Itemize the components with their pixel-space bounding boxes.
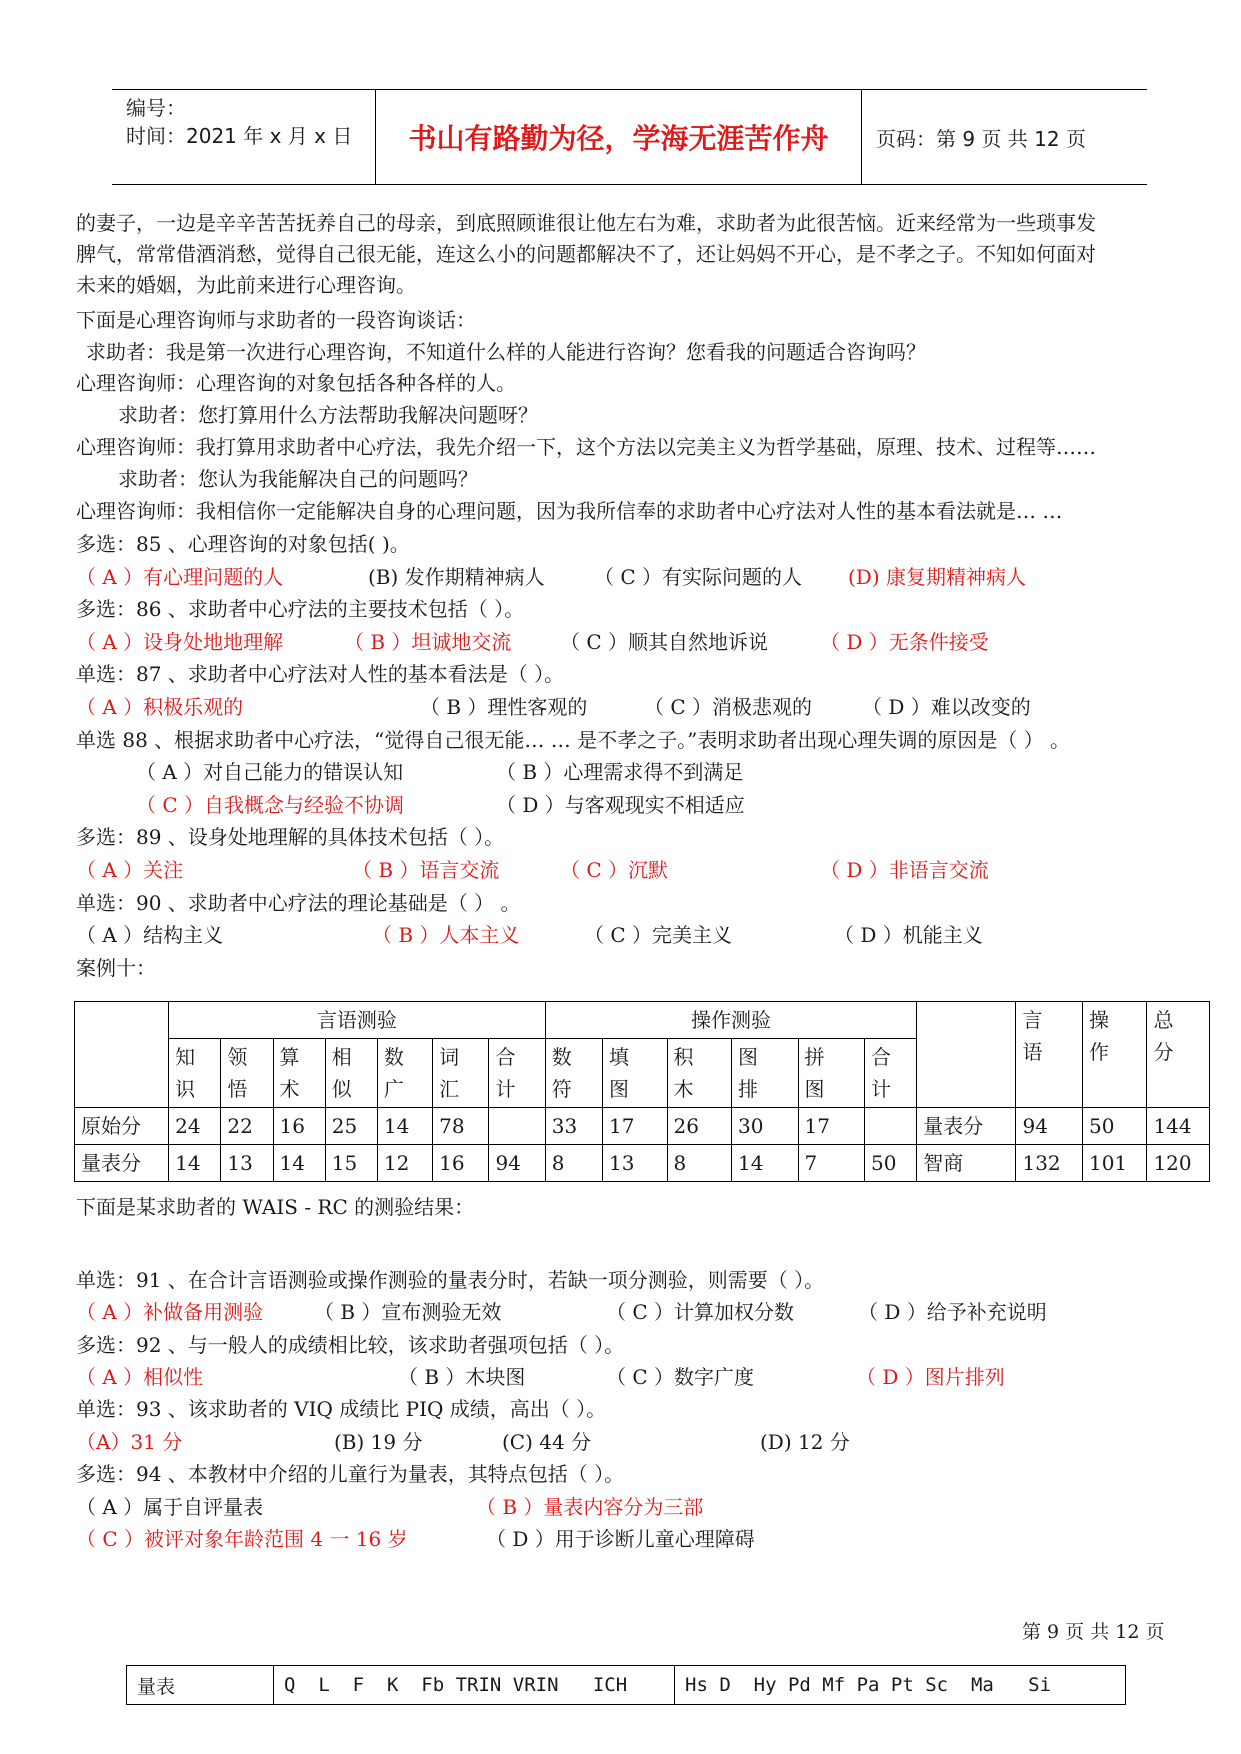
table-cell: 30 (731, 1108, 798, 1145)
option-88c: （ C ）自我概念与经验不协调 (136, 793, 405, 817)
table-blank-header (917, 1002, 1016, 1108)
dialogue-line: 心理咨询师：我打算用求助者中心疗法，我先介绍一下，这个方法以完美主义为哲学基础，原理、技术、过程等…… (76, 435, 1096, 459)
subtest-header: 积 木 (667, 1039, 731, 1108)
table-cell: 78 (433, 1108, 489, 1145)
table-cell: 17 (603, 1108, 667, 1145)
dialogue-intro: 下面是心理咨询师与求助者的一段咨询谈话： (76, 308, 476, 332)
footer-page-number: 第 9 页 共 12 页 (1022, 1621, 1165, 1643)
table-cell (489, 1108, 545, 1145)
option-87a: （ A ）积极乐观的 (76, 695, 244, 719)
option-89d: （ D ）非语言交流 (820, 858, 989, 882)
question-86: 多选：86 、求助者中心疗法的主要技术包括（ ）。 (76, 597, 525, 621)
table-cell: 17 (798, 1108, 865, 1145)
subtest-header: 数 符 (545, 1039, 602, 1108)
subtest-header: 拼 图 (798, 1039, 865, 1108)
question-90: 单选：90 、求助者中心疗法的理论基础是（ ） 。 (76, 891, 521, 915)
table-cell: 94 (1016, 1108, 1083, 1145)
table-cell: 14 (169, 1145, 221, 1182)
paragraph-line: 未来的婚姻，为此前来进行心理咨询。 (76, 273, 416, 297)
dialogue-line: 求助者：我是第一次进行心理咨询，不知道什么样的人能进行咨询？您看我的问题适合咨询吗？ (86, 340, 926, 364)
table-cell: 33 (545, 1108, 602, 1145)
paragraph-line: 脾气，常常借酒消愁，觉得自己很无能，连这么小的问题都解决不了，还让妈妈不开心，是不孝之子。不知如何面对 (76, 242, 1096, 266)
option-91a: （ A ）补做备用测验 (76, 1300, 264, 1324)
option-86d: （ D ）无条件接受 (820, 630, 989, 654)
option-92b: （ B ）木块图 (398, 1365, 526, 1389)
option-85c: （ C ）有实际问题的人 (594, 565, 803, 589)
table-cell: 120 (1147, 1145, 1210, 1182)
row-label: 原始分 (75, 1108, 169, 1145)
case-label: 案例十： (76, 956, 156, 980)
option-86a: （ A ）设身处地地理解 (76, 630, 284, 654)
option-93d: (D) 12 分 (760, 1430, 850, 1454)
doc-number-label: 编号： (126, 96, 186, 120)
option-92a: （ A ）相似性 (76, 1365, 204, 1389)
option-93b: (B) 19 分 (334, 1430, 423, 1454)
scale-codes-clinical: Hs D Hy Pd Mf Pa Pt Sc Ma Si (675, 1666, 1126, 1705)
table-cell: 132 (1016, 1145, 1083, 1182)
table-corner (75, 1002, 169, 1108)
table-cell: 14 (731, 1145, 798, 1182)
header-motto: 书山有路勤为径，学海无涯苦作舟 (376, 90, 862, 184)
wais-intro: 下面是某求助者的 WAIS - RC 的测验结果： (76, 1195, 475, 1219)
subtest-header: 数 广 (377, 1039, 432, 1108)
option-87c: （ C ）消极悲观的 (644, 695, 813, 719)
subtest-header: 图 排 (731, 1039, 798, 1108)
page-header (112, 89, 1147, 185)
table-cell: 13 (603, 1145, 667, 1182)
subtest-header: 相 似 (325, 1039, 377, 1108)
option-92d: （ D ）图片排列 (856, 1365, 1005, 1389)
option-86c: （ C ）顺其自然地诉说 (560, 630, 769, 654)
table-cell: 24 (169, 1108, 221, 1145)
table-cell: 13 (221, 1145, 273, 1182)
question-88: 单选 88 、根据求助者中心疗法，“觉得自己很无能… … 是不孝之子。”表明求助者出现心理失调的原因是（ ） 。 (76, 728, 1071, 752)
paragraph-line: 的妻子，一边是辛辛苦苦抚养自己的母亲，到底照顾谁很让他左右为难，求助者为此很苦恼。近来经常为一些琐事发 (76, 211, 1096, 235)
option-94d: （ D ）用于诊断儿童心理障碍 (486, 1527, 755, 1551)
subtest-header: 填 图 (603, 1039, 667, 1108)
table-cell: 14 (377, 1108, 432, 1145)
option-93a: （A）31 分 (76, 1430, 183, 1454)
option-90a: （ A ）结构主义 (76, 923, 224, 947)
subtest-header: 知 识 (169, 1039, 221, 1108)
table-cell: 26 (667, 1108, 731, 1145)
col-header: 言 语 (1016, 1002, 1083, 1108)
option-93c: (C) 44 分 (502, 1430, 592, 1454)
scale-label: 量表 (127, 1666, 274, 1705)
table-cell: 15 (325, 1145, 377, 1182)
option-94a: （ A ）属于自评量表 (76, 1495, 264, 1519)
table-cell (865, 1108, 917, 1145)
table-cell: 8 (545, 1145, 602, 1182)
option-88a: （ A ）对自己能力的错误认知 (136, 760, 404, 784)
option-87b: （ B ）理性客观的 (420, 695, 588, 719)
verbal-header: 言语测验 (169, 1002, 546, 1039)
question-94: 多选：94 、本教材中介绍的儿童行为量表，其特点包括（ ）。 (76, 1462, 625, 1486)
subtest-header: 词 汇 (433, 1039, 489, 1108)
table-cell: 7 (798, 1145, 865, 1182)
option-85b: (B) 发作期精神病人 (368, 565, 545, 589)
option-92c: （ C ）数字广度 (606, 1365, 755, 1389)
option-90b: （ B ）人本主义 (372, 923, 520, 947)
option-85a: （ A ）有心理问题的人 (76, 565, 284, 589)
table-row-scaled (75, 1145, 1210, 1182)
table-cell: 25 (325, 1108, 377, 1145)
option-87d: （ D ）难以改变的 (862, 695, 1031, 719)
option-91c: （ C ）计算加权分数 (606, 1300, 795, 1324)
table-cell: 101 (1082, 1145, 1146, 1182)
option-89b: （ B ）语言交流 (352, 858, 500, 882)
table-cell: 16 (433, 1145, 489, 1182)
dialogue-line: 求助者：您认为我能解决自己的问题吗？ (118, 467, 478, 491)
option-85d: (D) 康复期精神病人 (848, 565, 1026, 589)
row-label: 量表分 (75, 1145, 169, 1182)
row-tag: 智商 (917, 1145, 1016, 1182)
table-cell: 22 (221, 1108, 273, 1145)
subtest-header: 合 计 (865, 1039, 917, 1108)
header-meta (112, 90, 376, 184)
question-87: 单选：87 、求助者中心疗法对人性的基本看法是（ ）。 (76, 662, 565, 686)
row-tag: 量表分 (917, 1108, 1016, 1145)
option-90d: （ D ）机能主义 (834, 923, 983, 947)
scale-table (126, 1665, 1126, 1705)
dialogue-line: 求助者：您打算用什么方法帮助我解决问题呀？ (118, 403, 538, 427)
table-cell: 144 (1147, 1108, 1210, 1145)
performance-header: 操作测验 (545, 1002, 916, 1039)
question-92: 多选：92 、与一般人的成绩相比较，该求助者强项包括（ ）。 (76, 1333, 625, 1357)
option-90c: （ C ）完美主义 (584, 923, 733, 947)
question-93: 单选：93 、该求助者的 VIQ 成绩比 PIQ 成绩，高出（ ）。 (76, 1397, 607, 1421)
option-89a: （ A ）关注 (76, 858, 184, 882)
table-cell: 50 (865, 1145, 917, 1182)
option-91d: （ D ）给予补充说明 (858, 1300, 1047, 1324)
question-85: 多选：85 、心理咨询的对象包括( )。 (76, 532, 410, 556)
question-91: 单选：91 、在合计言语测验或操作测验的量表分时，若缺一项分测验，则需要（ ）。 (76, 1268, 825, 1292)
subtest-header: 算 术 (273, 1039, 325, 1108)
col-header: 操 作 (1082, 1002, 1146, 1108)
header-page-label: 页码：第 9 页 共 12 页 (876, 126, 1086, 151)
table-cell: 8 (667, 1145, 731, 1182)
col-header: 总 分 (1147, 1002, 1210, 1108)
subtest-header: 合 计 (489, 1039, 545, 1108)
option-88d: （ D ）与客观现实不相适应 (496, 793, 745, 817)
table-cell: 14 (273, 1145, 325, 1182)
table-cell: 50 (1082, 1108, 1146, 1145)
wais-score-table (74, 1001, 1210, 1182)
option-91b: （ B ）宣布测验无效 (314, 1300, 502, 1324)
table-cell: 16 (273, 1108, 325, 1145)
subtest-header: 领 悟 (221, 1039, 273, 1108)
dialogue-line: 心理咨询师：我相信你一定能解决自身的心理问题，因为我所信奉的求助者中心疗法对人性的基本看法就是… … (76, 499, 1063, 523)
question-89: 多选：89 、设身处地理解的具体技术包括（ ）。 (76, 825, 505, 849)
doc-time-label: 时间：2021 年 x 月 x 日 (126, 124, 353, 148)
table-cell: 12 (377, 1145, 432, 1182)
option-94b: （ B ）量表内容分为三部 (476, 1495, 704, 1519)
option-86b: （ B ）坦诚地交流 (344, 630, 512, 654)
table-row-raw (75, 1108, 1210, 1145)
option-89c: （ C ）沉默 (560, 858, 669, 882)
option-94c: （ C ）被评对象年龄范围 4 一 16 岁 (76, 1527, 408, 1551)
table-cell: 94 (489, 1145, 545, 1182)
scale-codes-validity: Q L F K Fb TRIN VRIN ICH (274, 1666, 675, 1705)
option-88b: （ B ）心理需求得不到满足 (496, 760, 744, 784)
dialogue-line: 心理咨询师：心理咨询的对象包括各种各样的人。 (76, 371, 516, 395)
